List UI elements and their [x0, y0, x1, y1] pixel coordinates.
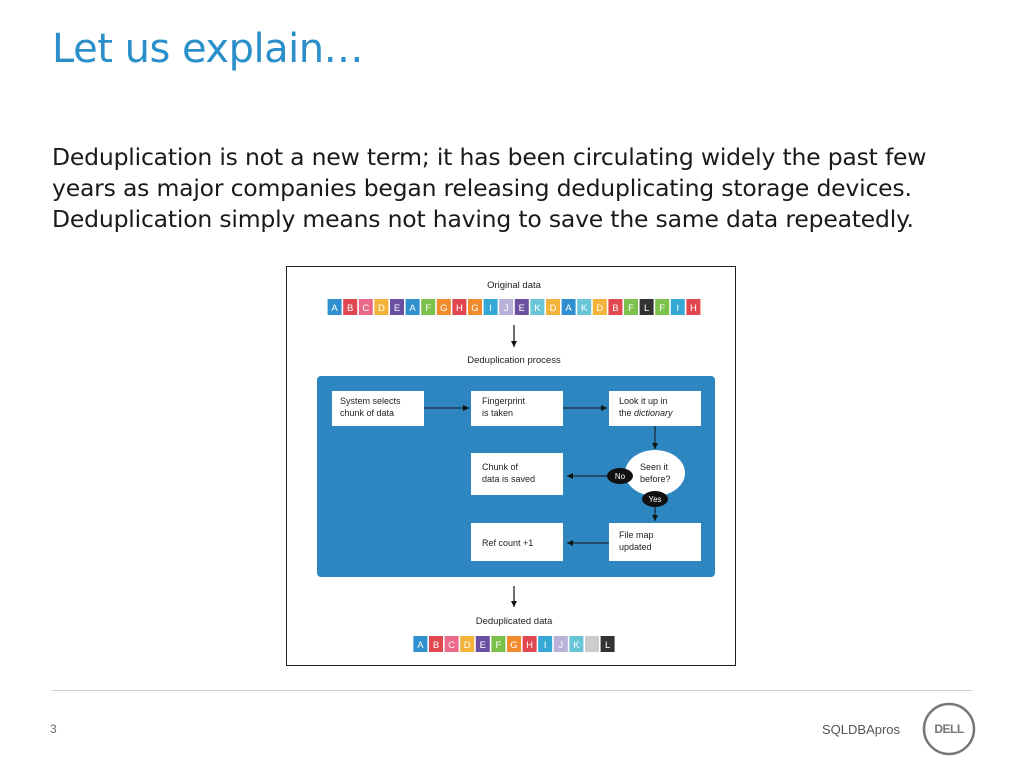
- original-chunk-letter: H: [455, 303, 463, 314]
- deduplicated-chunk-letter: L: [604, 640, 611, 651]
- chunk-saved-line2: data is saved: [482, 474, 536, 484]
- original-data-label: Original data: [487, 280, 541, 291]
- page-number: 3: [50, 722, 57, 736]
- dedup-process-label: Deduplication process: [467, 355, 561, 366]
- original-chunk-letter: A: [331, 303, 338, 314]
- original-chunk-letter: D: [377, 303, 385, 314]
- deduplicated-chunk-letter: I: [543, 640, 547, 651]
- chunk-saved-line1: Chunk of: [482, 462, 519, 472]
- lookup-line2: [619, 408, 673, 418]
- original-data-chunks: [328, 299, 701, 315]
- deduplicated-chunk-letter: D: [463, 640, 471, 651]
- fingerprint-line1: Fingerprint: [482, 396, 526, 406]
- deduplicated-chunk-letter: G: [510, 640, 518, 651]
- original-chunk-letter: I: [676, 303, 680, 314]
- seen-before-decision: [625, 450, 685, 496]
- footer-divider: [52, 690, 972, 691]
- diagram-canvas: [287, 267, 735, 665]
- original-chunk-letter: H: [689, 303, 697, 314]
- original-chunk-letter: K: [534, 303, 541, 314]
- deduplicated-chunk-letter: E: [479, 640, 486, 651]
- original-chunk-letter: L: [643, 303, 650, 314]
- original-chunk-letter: J: [503, 303, 509, 314]
- original-chunk-letter: A: [565, 303, 572, 314]
- deduplicated-chunk-letter: F: [495, 640, 502, 651]
- original-chunk-letter: I: [489, 303, 492, 314]
- original-chunk-letter: B: [612, 303, 619, 314]
- original-chunk-letter: F: [628, 303, 634, 314]
- select-chunk-line1: System selects: [340, 396, 401, 406]
- file-map-line2: updated: [619, 542, 652, 552]
- deduplicated-chunk-letter: K: [573, 640, 580, 651]
- deduplicated-chunk-letter: A: [417, 640, 424, 651]
- slide-body-text: Deduplication is not a new term; it has been circulating widely the past few years as major companies began releasing deduplicating storage devices. Deduplication simply means not having to save the same data repeatedly.: [52, 143, 927, 233]
- deduplicated-chunk-letter: H: [526, 640, 534, 651]
- original-chunk-letter: F: [425, 303, 432, 314]
- original-chunk-letter: G: [471, 303, 479, 314]
- original-chunk-letter: A: [409, 303, 416, 314]
- lookup-line2-em: dictionary: [634, 408, 673, 418]
- no-badge-label: No: [614, 472, 626, 481]
- ref-count-label: Ref count +1: [482, 538, 534, 548]
- deduplicated-chunk-letter: B: [432, 640, 440, 651]
- slide-title: Let us explain…: [52, 26, 364, 72]
- fingerprint-line2: is taken: [482, 408, 514, 418]
- seen-line2: before?: [640, 474, 671, 484]
- deduplicated-chunk-letter: C: [448, 640, 456, 651]
- original-chunk-letter: D: [549, 303, 557, 314]
- original-chunk-letter: B: [347, 303, 354, 314]
- original-chunk-letter: D: [596, 303, 604, 314]
- original-chunk-letter: E: [518, 303, 525, 314]
- seen-line1: Seen it: [640, 462, 669, 472]
- original-chunk-letter: E: [393, 303, 401, 314]
- deduplicated-chunk: [585, 636, 599, 652]
- lookup-line1: Look it up in: [619, 396, 668, 406]
- lookup-line2-pre: the: [619, 408, 635, 418]
- deduplicated-chunk-letter: J: [558, 640, 564, 651]
- original-chunk-letter: K: [581, 303, 588, 314]
- dell-logo: [922, 702, 976, 756]
- original-chunk-letter: C: [362, 303, 370, 314]
- deduplication-diagram: [286, 266, 736, 666]
- original-chunk-letter: G: [440, 303, 448, 314]
- yes-badge-label: Yes: [648, 495, 662, 504]
- deduplicated-data-chunks: [413, 636, 614, 652]
- file-map-line1: File map: [619, 530, 654, 540]
- dell-logo-text: DELL: [934, 722, 964, 736]
- select-chunk-line2: chunk of data: [340, 408, 395, 418]
- original-chunk-letter: F: [659, 303, 666, 314]
- footer-brand-text: SQLDBApros: [822, 722, 901, 737]
- deduplicated-data-label: Deduplicated data: [475, 616, 553, 627]
